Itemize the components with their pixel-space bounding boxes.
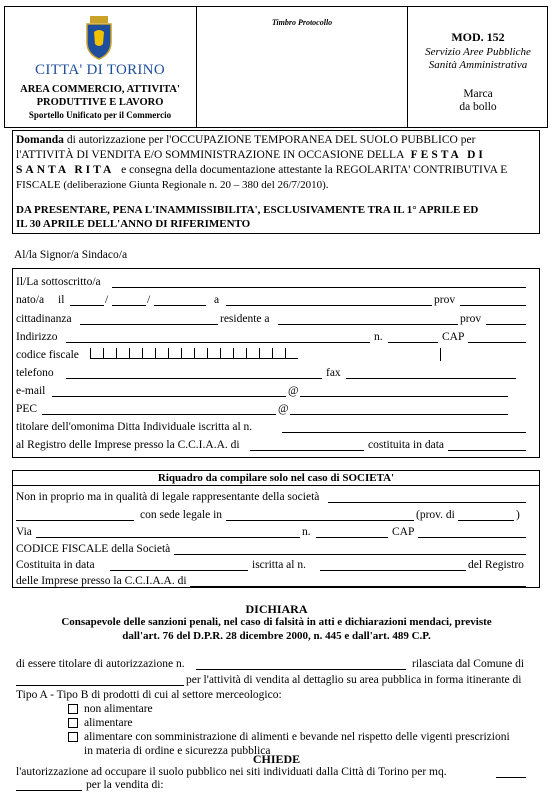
label-via: Via: [16, 526, 32, 538]
label-vendita: per l'attività di vendita al dettaglio su area pubblica in forma itinerante di: [186, 674, 522, 686]
label-telefono: telefono: [16, 367, 54, 379]
chiede-line2: per la vendita di:: [86, 779, 164, 791]
label-il: il: [58, 294, 65, 306]
sportello: Sportello Unificato per il Commercio: [28, 110, 172, 120]
soc-cciaa-field[interactable]: [190, 574, 526, 587]
aut-number-field[interactable]: [196, 657, 406, 670]
label-prov-2: prov: [460, 313, 482, 325]
label-cap: CAP: [442, 331, 465, 343]
intro-presentare1: DA PRESENTARE, PENA L'INAMMISSIBILITA', ESCLUSIVAMENTE TRA IL 1° APRILE ED: [16, 204, 479, 216]
label-registro: al Registro delle Imprese presso la C.C.I.A.A. di: [16, 439, 240, 451]
label-sede: con sede legale in: [140, 509, 223, 521]
intro-line1: Domanda di autorizzazione per l'OCCUPAZIONE TEMPORANEA DEL SUOLO PUBBLICO per: [16, 134, 476, 146]
timbro-protocollo: Timbro Protocollo: [271, 18, 333, 27]
chiede-title: CHIEDE: [252, 752, 301, 766]
sindaco-addressee: Al/la Signor/a Sindaco/a: [14, 249, 128, 261]
label-fax: fax: [326, 367, 341, 379]
intro-presentare2: IL 30 APRILE DELL'ANNO DI RIFERIMENTO: [16, 218, 251, 230]
residente-prov-field[interactable]: [486, 312, 526, 325]
birth-month-field[interactable]: [112, 293, 146, 306]
telefono-field[interactable]: [66, 366, 322, 379]
email-user-field[interactable]: [52, 384, 286, 397]
mq-field[interactable]: [496, 765, 526, 778]
checkbox-non-alimentare[interactable]: [68, 704, 78, 714]
fax-field[interactable]: [346, 366, 516, 379]
cap-field[interactable]: [468, 330, 526, 343]
label-titolare-aut: di essere titolare di autorizzazione n.: [16, 658, 185, 670]
marca-line2: da bollo: [459, 101, 497, 113]
label-titolare: titolare dell'omonima Ditta Individuale iscritta al n.: [16, 421, 253, 433]
date-slash-2: /: [147, 294, 151, 306]
birth-day-field[interactable]: [70, 293, 104, 306]
label-residente: residente a: [220, 313, 270, 325]
email-domain-field[interactable]: [300, 384, 508, 397]
torino-crest-icon: [84, 16, 114, 60]
societa-line1: Non in proprio ma in qualità di legale rappresentante della società: [16, 491, 320, 503]
indirizzo-field[interactable]: [66, 330, 370, 343]
cciaa-field[interactable]: [250, 438, 364, 451]
label-del-registro: del Registro: [468, 559, 524, 571]
label-at-2: @: [278, 403, 289, 415]
societa-title: Riquadro da compilare solo nel caso di SOCIETA': [157, 472, 395, 484]
label-indirizzo: Indirizzo: [16, 331, 58, 343]
sede-prov-field[interactable]: [458, 508, 514, 521]
dichiara-line1: Consapevole delle sanzioni penali, nel caso di falsità in atti e dichiarazioni mendaci, previste: [61, 616, 492, 628]
dichiara-line2: dall'art. 76 del D.P.R. 28 dicembre 2000, n. 445 e dall'art. 489 C.P.: [122, 630, 431, 642]
label-iscritta: iscritta al n.: [252, 559, 306, 571]
pec-domain-field[interactable]: [290, 402, 508, 415]
dichiara-title: DICHIARA: [245, 602, 308, 616]
soc-cap-field[interactable]: [418, 525, 526, 538]
societa-name-cont-field[interactable]: [16, 508, 134, 521]
label-at-1: @: [288, 385, 299, 397]
city-name: CITTA' DI TORINO: [35, 62, 165, 78]
option-alimentare[interactable]: alimentare: [68, 716, 133, 730]
cf-societa-field[interactable]: [174, 542, 526, 555]
label-email: e-mail: [16, 385, 46, 397]
intro-line4: FISCALE (deliberazione Giunta Regionale n. 20 – 380 del 26/7/2010).: [16, 179, 329, 191]
label-sottoscritto: Il/La sottoscritto/a: [16, 276, 101, 288]
birth-year-field[interactable]: [154, 293, 206, 306]
label-tipo: Tipo A - Tipo B di prodotti di cui al settore merceologico:: [16, 689, 282, 701]
servizio-line2: Sanità Amministrativa: [428, 59, 528, 71]
iscrizione-field[interactable]: [282, 420, 526, 433]
intro-line3: SANTA RITA e consegna della documentazione attestante la REGOLARITA' CONTRIBUTIVA E: [16, 164, 508, 176]
pec-user-field[interactable]: [42, 402, 276, 415]
date-slash-1: /: [105, 294, 109, 306]
label-soc-costituita: Costituita in data: [16, 559, 95, 571]
option-somministrazione-cont: in materia di ordine e sicurezza pubblica: [84, 745, 271, 757]
via-field[interactable]: [36, 525, 300, 538]
comune-field[interactable]: [16, 673, 184, 686]
soc-iscritta-field[interactable]: [320, 558, 466, 571]
civico-field[interactable]: [388, 330, 438, 343]
codice-fiscale-cells[interactable]: [90, 348, 441, 361]
label-cf-societa: CODICE FISCALE della Società: [16, 543, 171, 555]
label-rilasciata: rilasciata dal Comune di: [412, 658, 525, 670]
label-n: n.: [374, 331, 383, 343]
label-codice-fiscale: codice fiscale: [16, 349, 79, 361]
societa-name-field[interactable]: [328, 490, 526, 503]
label-a: a: [214, 294, 220, 306]
label-provdi: (prov. di: [416, 509, 455, 521]
label-soc-cap: CAP: [392, 526, 415, 538]
marca-line1: Marca: [463, 88, 493, 100]
mod-number: MOD. 152: [451, 30, 505, 44]
label-prov-1: prov: [434, 294, 456, 306]
checkbox-alimentare[interactable]: [68, 718, 78, 728]
label-pec: PEC: [16, 403, 38, 415]
birth-place-field[interactable]: [226, 293, 432, 306]
costituita-field[interactable]: [448, 438, 526, 451]
label-soc-n: n.: [302, 526, 311, 538]
sede-field[interactable]: [226, 508, 414, 521]
label-imprese: delle Imprese presso la C.C.I.A.A. di: [16, 575, 187, 587]
soc-civico-field[interactable]: [316, 525, 388, 538]
option-non-alimentare[interactable]: non alimentare: [68, 702, 153, 716]
sottoscritto-field[interactable]: [112, 275, 526, 288]
intro-line2: l'ATTIVITÀ DI VENDITA E/O SOMMINISTRAZIONE IN OCCASIONE DELLA FESTA DI: [16, 149, 486, 161]
area-line1: AREA COMMERCIO, ATTIVITA': [20, 84, 180, 95]
area-line2: PRODUTTIVE E LAVORO: [36, 97, 164, 108]
chiede-line1: l'autorizzazione ad occupare il suolo pubblico nei siti individuati dalla Città di Torino per mq.: [16, 766, 447, 778]
soc-costituita-field[interactable]: [110, 558, 248, 571]
servizio-line1: Servizio Aree Pubbliche: [425, 46, 531, 58]
checkbox-somministrazione[interactable]: [68, 732, 78, 742]
paren-close: ): [516, 509, 520, 521]
birth-prov-field[interactable]: [460, 293, 526, 306]
label-costituita: costituita in data: [368, 439, 445, 451]
societa-title-divider: [12, 485, 540, 486]
label-cittadinanza: cittadinanza: [16, 313, 72, 325]
option-somministrazione[interactable]: alimentare con somministrazione di alimenti e bevande nel rispetto delle vigenti prescrizioni: [68, 730, 510, 744]
cittadinanza-field[interactable]: [80, 312, 218, 325]
vendita-field[interactable]: [16, 778, 82, 791]
residente-field[interactable]: [278, 312, 458, 325]
label-nato: nato/a: [16, 294, 45, 306]
